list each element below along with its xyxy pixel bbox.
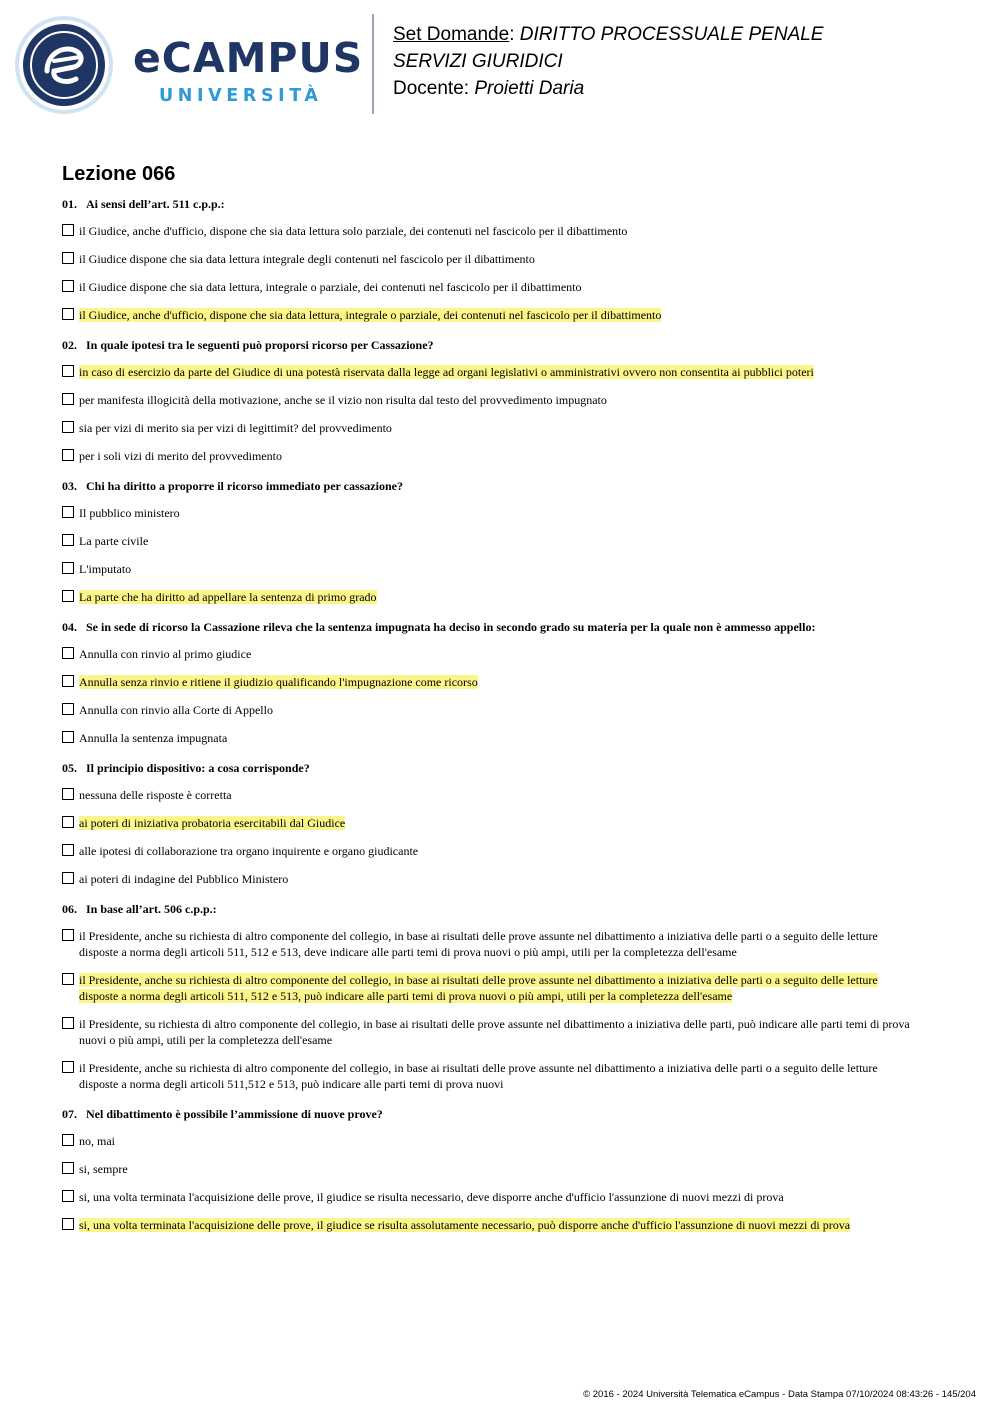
question-label: In base all’art. 506 c.p.p.:	[86, 902, 217, 916]
answer-text-highlighted: Annulla senza rinvio e ritiene il giudizio qualificando l'impugnazione come ricorso	[79, 675, 478, 689]
question-text	[62, 1107, 914, 1121]
set-label: Set Domande	[393, 24, 510, 45]
checkbox-icon[interactable]	[62, 1017, 74, 1029]
answer-option[interactable]	[62, 251, 914, 267]
checkbox-icon[interactable]	[62, 393, 74, 405]
checkbox-icon[interactable]	[62, 872, 74, 884]
answer-option[interactable]	[62, 871, 914, 887]
course-title: DIRITTO PROCESSUALE PENALE	[519, 24, 824, 45]
checkbox-icon[interactable]	[62, 675, 74, 687]
set-colon: :	[509, 24, 520, 45]
answer-option[interactable]	[62, 843, 914, 859]
checkbox-icon[interactable]	[62, 1061, 74, 1073]
answer-text: il Presidente, anche su richiesta di altro componente del collegio, in base ai risultati delle prove assunte nel dibattimento a iniziativa delle parti o a seguito delle letture disposte a norma degli articoli 511, 512 e 513, deve indicare alle parti temi di prova nuovi o più ampi, utili per la completezza dell'esame	[79, 929, 878, 959]
answer-text-highlighted: in caso di esercizio da parte del Giudice di una potestà riservata dalla legge ad organi legislativi o amministrativi ovvero non consentita ai pubblici poteri	[79, 365, 814, 379]
answer-option[interactable]	[62, 279, 914, 295]
answer-text-highlighted: il Giudice, anche d'ufficio, dispone che sia data lettura, integrale o parziale, dei contenuti nel fascicolo per il dibattimento	[79, 308, 662, 322]
answer-option[interactable]	[62, 589, 914, 605]
answer-text: Annulla con rinvio al primo giudice	[79, 647, 252, 661]
answer-option[interactable]	[62, 1133, 914, 1149]
question-text	[62, 902, 914, 916]
question-number: 02.	[62, 338, 77, 352]
question-label: Chi ha diritto a proporre il ricorso immediato per cassazione?	[86, 479, 403, 493]
question-text	[62, 761, 914, 775]
logo-wordmark: eCAMPUS	[133, 34, 364, 82]
question-text	[62, 197, 914, 211]
checkbox-icon[interactable]	[62, 365, 74, 377]
ecampus-logo-icon	[14, 15, 114, 115]
question-label: Se in sede di ricorso la Cassazione rileva che la sentenza impugnata ha deciso in secondo grado su materia per la quale non è ammesso appello:	[86, 620, 816, 634]
docente-label: Docente:	[393, 78, 475, 99]
set-title-line	[393, 25, 823, 44]
checkbox-icon[interactable]	[62, 929, 74, 941]
docente-line	[393, 79, 584, 98]
answer-option[interactable]	[62, 928, 914, 960]
answer-option[interactable]	[62, 730, 914, 746]
question-number: 06.	[62, 902, 77, 916]
answer-option[interactable]	[62, 307, 914, 323]
checkbox-icon[interactable]	[62, 534, 74, 546]
answer-text: ai poteri di indagine del Pubblico Ministero	[79, 872, 289, 886]
question-label: In quale ipotesi tra le seguenti può proporsi ricorso per Cassazione?	[86, 338, 434, 352]
checkbox-icon[interactable]	[62, 731, 74, 743]
answer-option[interactable]	[62, 787, 914, 803]
answer-text: Il pubblico ministero	[79, 506, 180, 520]
answer-option[interactable]	[62, 702, 914, 718]
answer-option[interactable]	[62, 1217, 914, 1233]
checkbox-icon[interactable]	[62, 280, 74, 292]
page-footer: © 2016 - 2024 Università Telematica eCampus - Data Stampa 07/10/2024 08:43:26 - 145/204	[583, 1389, 976, 1400]
answer-text-highlighted: si, una volta terminata l'acquisizione delle prove, il giudice se risulta assolutamente necessario, può disporre anche d'ufficio l'assunzione di nuovi mezzi di prova	[79, 1218, 851, 1232]
answer-text: Annulla la sentenza impugnata	[79, 731, 228, 745]
answer-option[interactable]	[62, 1060, 914, 1092]
answer-text: nessuna delle risposte è corretta	[79, 788, 232, 802]
checkbox-icon[interactable]	[62, 449, 74, 461]
answer-text: si, una volta terminata l'acquisizione delle prove, il giudice se risulta necessario, deve disporre anche d'ufficio l'assunzione di nuovi mezzi di prova	[79, 1190, 784, 1204]
checkbox-icon[interactable]	[62, 1162, 74, 1174]
answer-option[interactable]	[62, 420, 914, 436]
checkbox-icon[interactable]	[62, 1218, 74, 1230]
answer-option[interactable]	[62, 505, 914, 521]
answer-option[interactable]	[62, 815, 914, 831]
question-number: 01.	[62, 197, 77, 211]
answer-option[interactable]	[62, 392, 914, 408]
answer-text: per manifesta illogicità della motivazione, anche se il vizio non risulta dal testo del provvedimento impugnato	[79, 393, 607, 407]
answer-option[interactable]	[62, 448, 914, 464]
answer-text: sia per vizi di merito sia per vizi di legittimit? del provvedimento	[79, 421, 392, 435]
answer-option[interactable]	[62, 646, 914, 662]
question-label: Ai sensi dell’art. 511 c.p.p.:	[86, 197, 225, 211]
answer-text: il Presidente, su richiesta di altro componente del collegio, in base ai risultati delle prove assunte nel dibattimento a iniziativa delle parti, può indicare alle parti temi di prova nuovi o più ampi, utili per la completezza dell'esame	[79, 1017, 910, 1047]
checkbox-icon[interactable]	[62, 590, 74, 602]
docente-name: Proietti Daria	[474, 78, 585, 99]
checkbox-icon[interactable]	[62, 308, 74, 320]
question-number: 07.	[62, 1107, 77, 1121]
question-number: 03.	[62, 479, 77, 493]
checkbox-icon[interactable]	[62, 844, 74, 856]
checkbox-icon[interactable]	[62, 506, 74, 518]
answer-text: il Giudice, anche d'ufficio, dispone che sia data lettura solo parziale, dei contenuti nel fascicolo per il dibattimento	[79, 224, 628, 238]
page-header	[0, 0, 1000, 130]
question-text	[62, 338, 914, 352]
answer-option[interactable]	[62, 533, 914, 549]
question-label: Il principio dispositivo: a cosa corrisponde?	[86, 761, 310, 775]
question-label: Nel dibattimento è possibile l’ammissione di nuove prove?	[86, 1107, 383, 1121]
question-number: 04.	[62, 620, 77, 634]
answer-option[interactable]	[62, 561, 914, 577]
answer-option[interactable]	[62, 1189, 914, 1205]
answer-text: per i soli vizi di merito del provvedimento	[79, 449, 282, 463]
header-divider	[372, 14, 374, 114]
answer-option[interactable]	[62, 972, 914, 1004]
answer-option[interactable]	[62, 674, 914, 690]
answer-text: si, sempre	[79, 1162, 128, 1176]
answer-text: Annulla con rinvio alla Corte di Appello	[79, 703, 273, 717]
checkbox-icon[interactable]	[62, 224, 74, 236]
answer-text: no, mai	[79, 1134, 115, 1148]
question-text	[62, 479, 914, 493]
question-number: 05.	[62, 761, 77, 775]
answer-text-highlighted: il Presidente, anche su richiesta di altro componente del collegio, in base ai risultati delle prove assunte nel dibattimento a iniziativa delle parti o a seguito delle letture disposte a norma degli articoli 511, 512 e 513, può indicare alle parti temi di prova nuovi o più ampi, utili per la completezza dell'esame	[79, 973, 878, 1003]
checkbox-icon[interactable]	[62, 647, 74, 659]
answer-option[interactable]	[62, 223, 914, 239]
answer-text: il Giudice dispone che sia data lettura integrale degli contenuti nel fascicolo per il dibattimento	[79, 252, 535, 266]
checkbox-icon[interactable]	[62, 252, 74, 264]
checkbox-icon[interactable]	[62, 973, 74, 985]
answer-text: alle ipotesi di collaborazione tra organo inquirente e organo giudicante	[79, 844, 419, 858]
answer-option[interactable]	[62, 1161, 914, 1177]
checkbox-icon[interactable]	[62, 562, 74, 574]
checkbox-icon[interactable]	[62, 421, 74, 433]
checkbox-icon[interactable]	[62, 1190, 74, 1202]
course-subtitle-line	[393, 52, 563, 71]
answer-text: La parte civile	[79, 534, 149, 548]
answer-option[interactable]	[62, 364, 914, 380]
checkbox-icon[interactable]	[62, 788, 74, 800]
checkbox-icon[interactable]	[62, 816, 74, 828]
question-text	[62, 620, 914, 634]
course-subtitle: SERVIZI GIURIDICI	[393, 51, 563, 72]
question-list	[62, 197, 914, 1245]
lesson-title: Lezione 066	[62, 163, 176, 185]
checkbox-icon[interactable]	[62, 703, 74, 715]
answer-text: il Presidente, anche su richiesta di altro componente del collegio, in base ai risultati delle prove assunte nel dibattimento a iniziativa delle parti o a seguito delle letture disposte a norma degli articoli 511,512 e 513, può indicare alle parti temi di prova nuovi	[79, 1061, 878, 1091]
logo-subtitle: UNIVERSITÀ	[159, 86, 323, 106]
answer-text-highlighted: La parte che ha diritto ad appellare la sentenza di primo grado	[79, 590, 377, 604]
checkbox-icon[interactable]	[62, 1134, 74, 1146]
answer-text: L'imputato	[79, 562, 132, 576]
answer-text: il Giudice dispone che sia data lettura, integrale o parziale, dei contenuti nel fascicolo per il dibattimento	[79, 280, 582, 294]
answer-text-highlighted: ai poteri di iniziativa probatoria esercitabili dal Giudice	[79, 816, 346, 830]
answer-option[interactable]	[62, 1016, 914, 1048]
